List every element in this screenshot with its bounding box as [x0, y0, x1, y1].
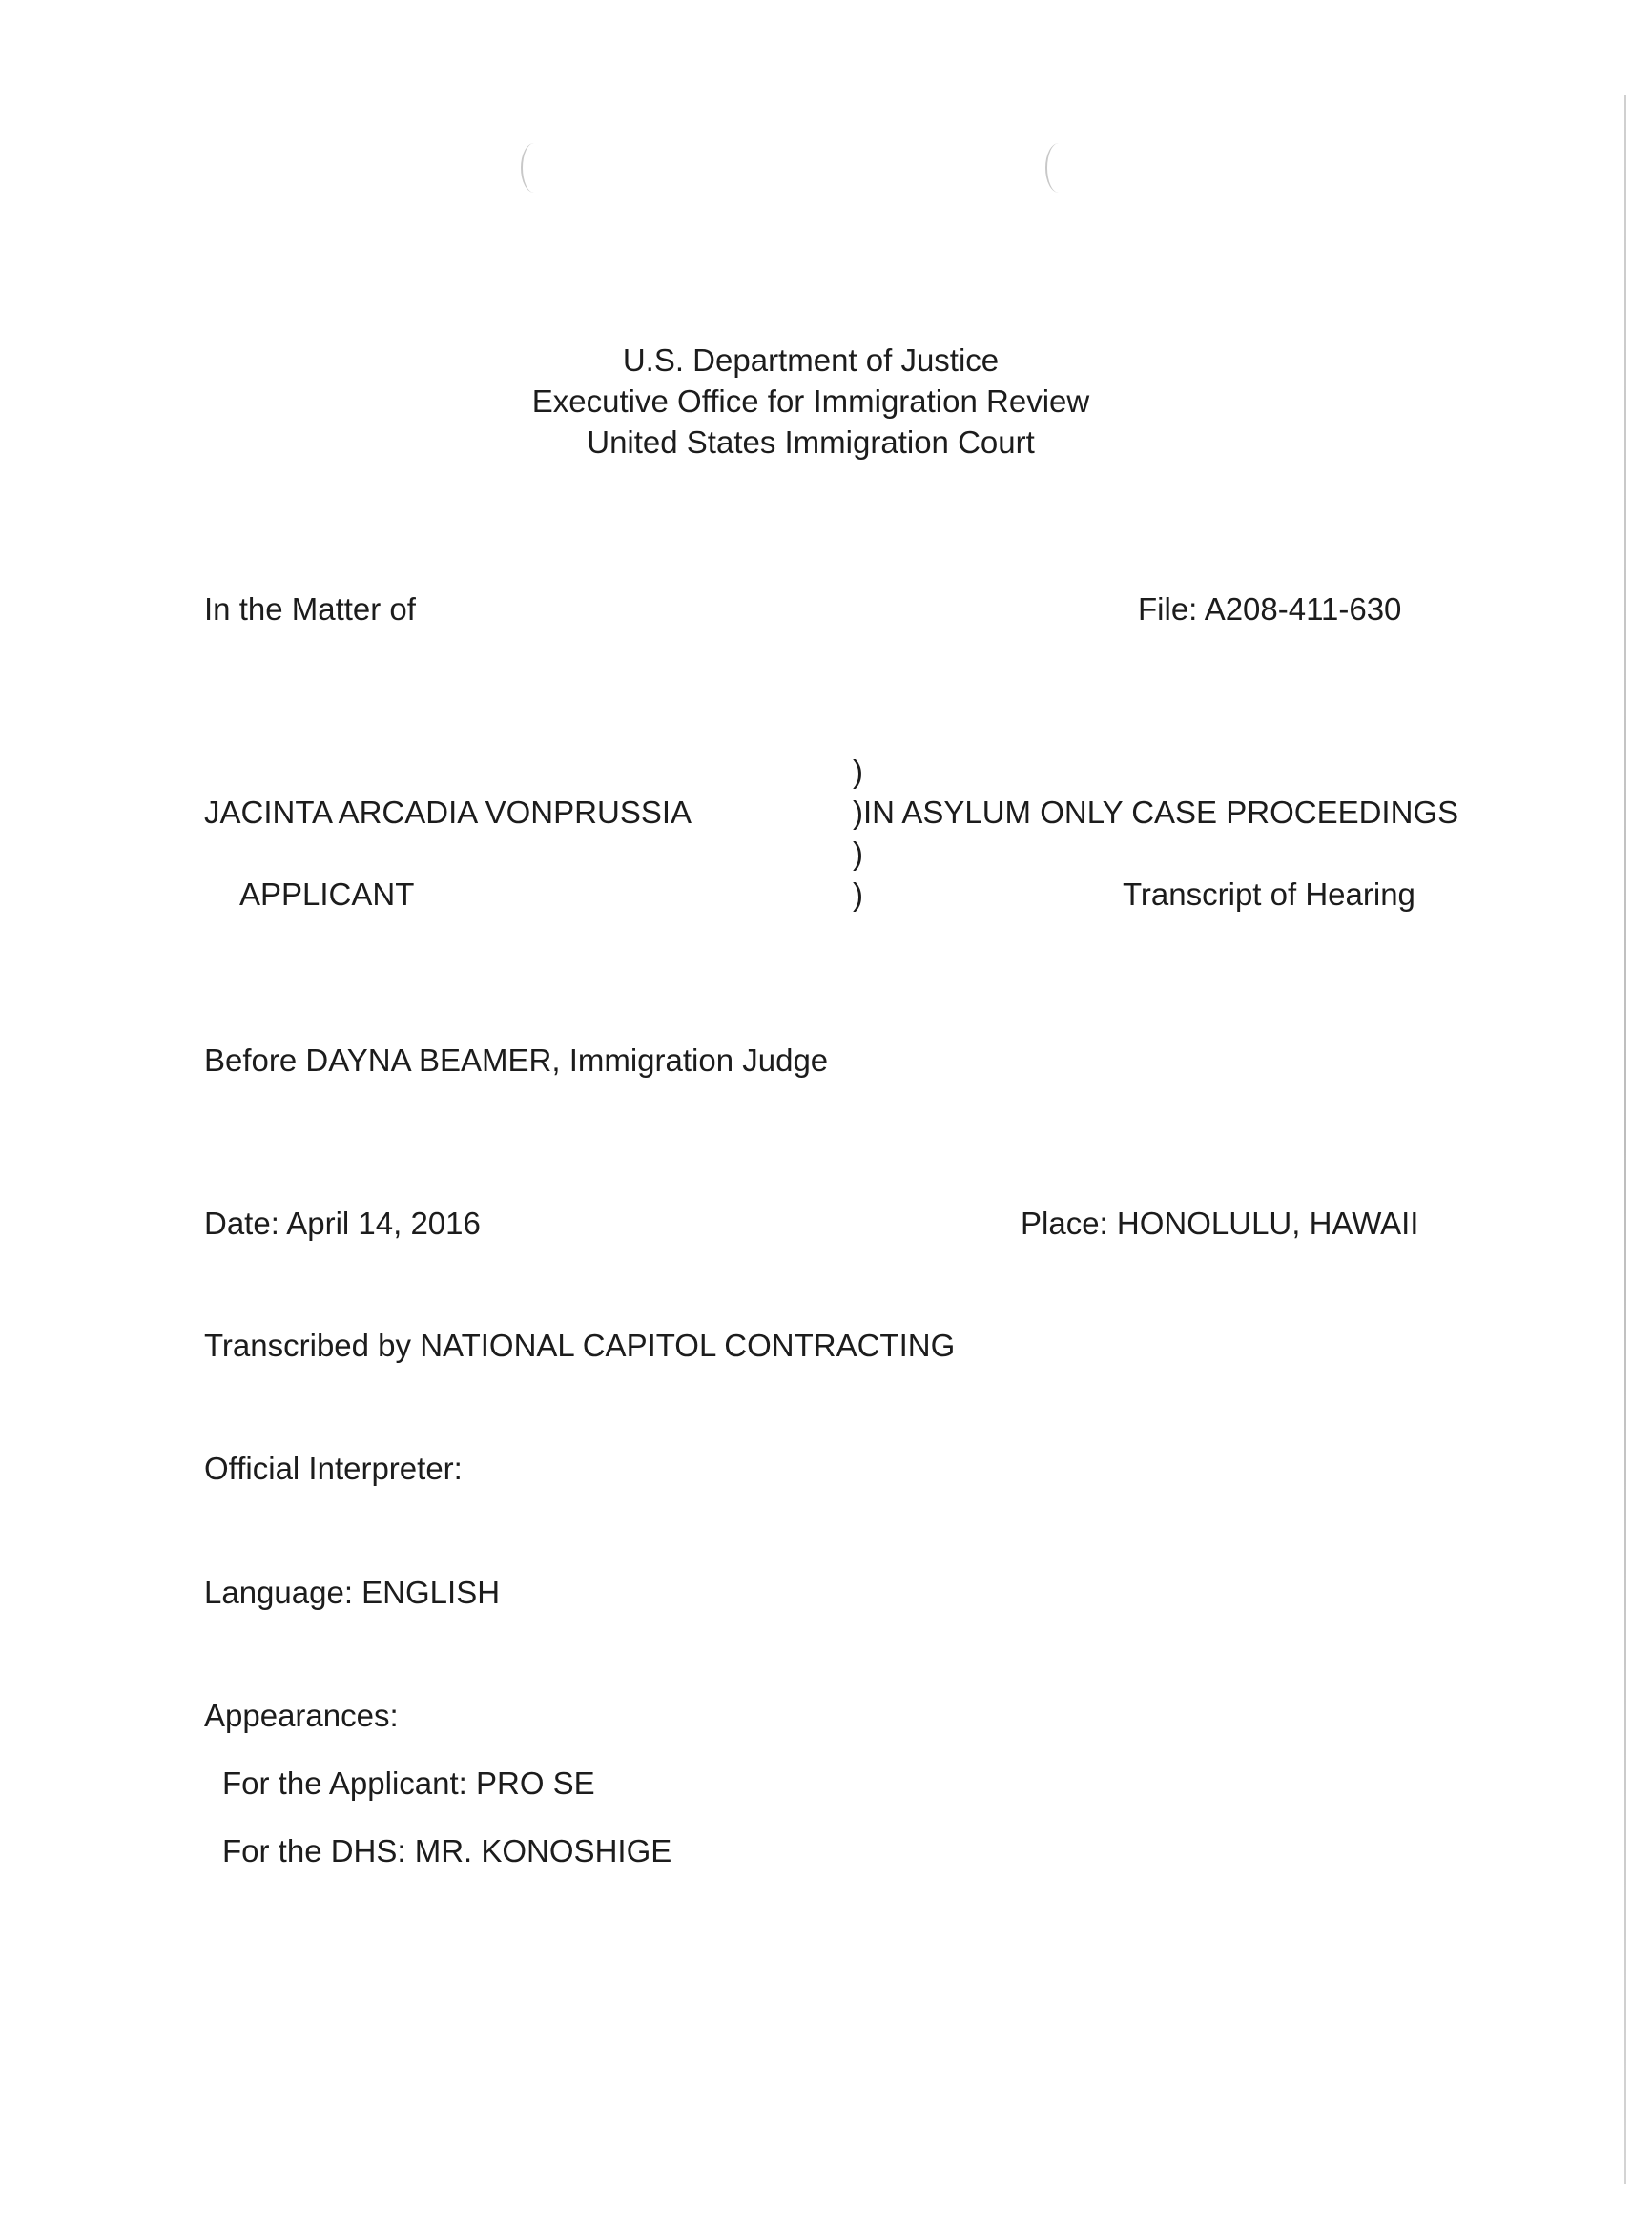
caption-paren-mid: ) [853, 836, 863, 871]
hole-punch-mark-right [1045, 143, 1072, 193]
transcript-title: Transcript of Hearing [1123, 877, 1415, 912]
language: Language: ENGLISH [204, 1575, 501, 1610]
hearing-date: Date: April 14, 2016 [204, 1206, 481, 1241]
header-court: United States Immigration Court [587, 424, 1035, 460]
caption-paren-bottom: ) [853, 877, 863, 912]
official-interpreter: Official Interpreter: [204, 1451, 463, 1486]
appearances-label: Appearances: [204, 1698, 399, 1733]
appearance-dhs: For the DHS: MR. KONOSHIGE [222, 1833, 672, 1869]
caption-paren-top: ) [853, 754, 863, 789]
applicant-name: JACINTA ARCADIA VONPRUSSIA [204, 795, 692, 830]
transcribed-by: Transcribed by NATIONAL CAPITOL CONTRACTING [204, 1328, 956, 1363]
proceedings-type: )IN ASYLUM ONLY CASE PROCEEDINGS [853, 795, 1459, 830]
matter-label: In the Matter of [204, 591, 416, 627]
applicant-role: APPLICANT [239, 877, 415, 912]
header-office: Executive Office for Immigration Review [531, 383, 1090, 419]
hearing-place: Place: HONOLULU, HAWAII [1021, 1206, 1419, 1241]
hole-punch-mark-left [521, 143, 547, 193]
court-header [0, 340, 1621, 463]
appearance-applicant: For the Applicant: PRO SE [222, 1765, 595, 1801]
scan-edge-line [1624, 95, 1626, 2184]
judge-line: Before DAYNA BEAMER, Immigration Judge [204, 1043, 829, 1078]
file-number: File: A208-411-630 [1138, 591, 1402, 627]
header-department: U.S. Department of Justice [622, 342, 1000, 378]
